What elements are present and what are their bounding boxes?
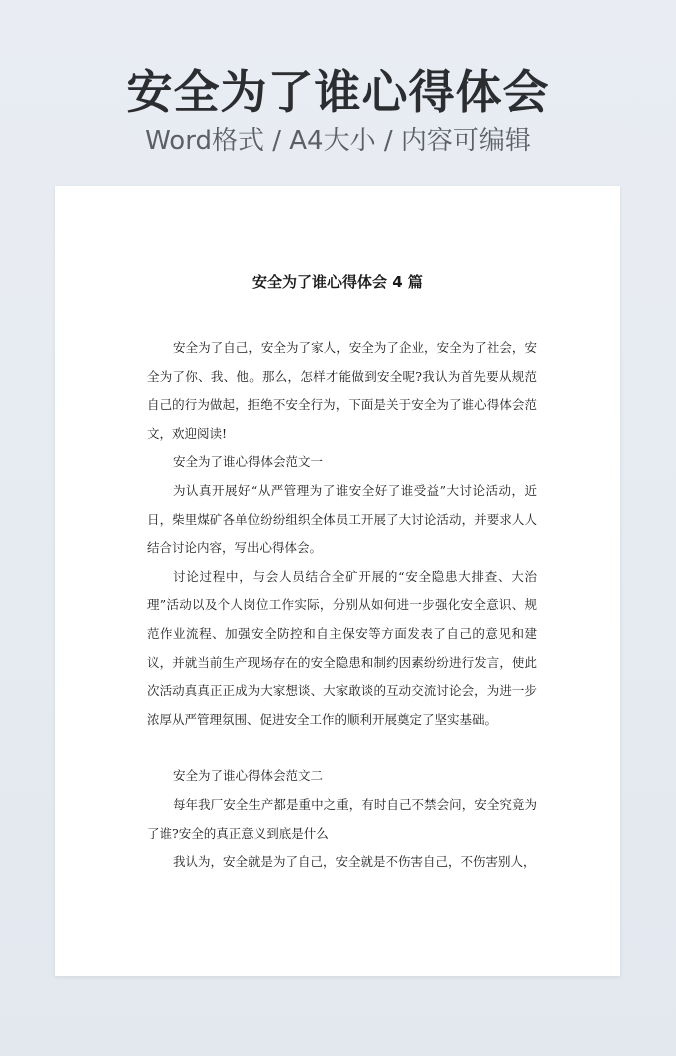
paragraph-spacer — [147, 734, 537, 762]
document-paragraph: 为认真开展好“从严管理为了谁安全好了谁受益”大讨论活动，近日，柴里煤矿各单位纷纷组织全体员工开展了大讨论活动，并要求人人结合讨论内容，写出心得体会。 — [147, 482, 537, 556]
document-body — [147, 334, 537, 877]
document-page — [55, 186, 620, 976]
document-paragraph-intro: 安全为了自己，安全为了家人，安全为了企业，安全为了社会，安全为了你、我、他。那么，怎样才能做到安全呢?我认为首先要从规范自己的行为做起，拒绝不安全行为，下面是关于安全为了谁心得体会范文，欢迎阅读! — [147, 340, 537, 441]
banner-header — [0, 62, 676, 158]
document-title: 安全为了谁心得体会 4 篇 — [252, 273, 423, 291]
banner-subtitle: Word格式 / A4大小 / 内容可编辑 — [145, 126, 531, 156]
document-paragraph: 我认为，安全就是为了自己，安全就是不伤害自己，不伤害别人， — [173, 854, 536, 870]
section-heading-one: 安全为了谁心得体会范文一 — [173, 454, 324, 470]
section-heading-two: 安全为了谁心得体会范文二 — [173, 768, 324, 784]
document-paragraph: 每年我厂安全生产都是重中之重，有时自己不禁会问，安全究竟为了谁?安全的真正意义到底是什么 — [147, 796, 537, 841]
banner-title: 安全为了谁心得体会 — [126, 65, 550, 119]
document-paragraph: 讨论过程中，与会人员结合全矿开展的“安全隐患大排查、大治理”活动以及个人岗位工作实际，分别从如何进一步强化安全意识、规范作业流程、加强安全防控和自主保安等方面发表了自己的意见和建议，并就当前生产现场存在的安全隐患和制约因素纷纷进行发言，使此次活动真真正正成为大家想谈、大家敢谈的互动交流讨论会，为进一步浓厚从严管理氛围、促进安全工作的顺利开展奠定了坚实基础。 — [147, 568, 537, 727]
